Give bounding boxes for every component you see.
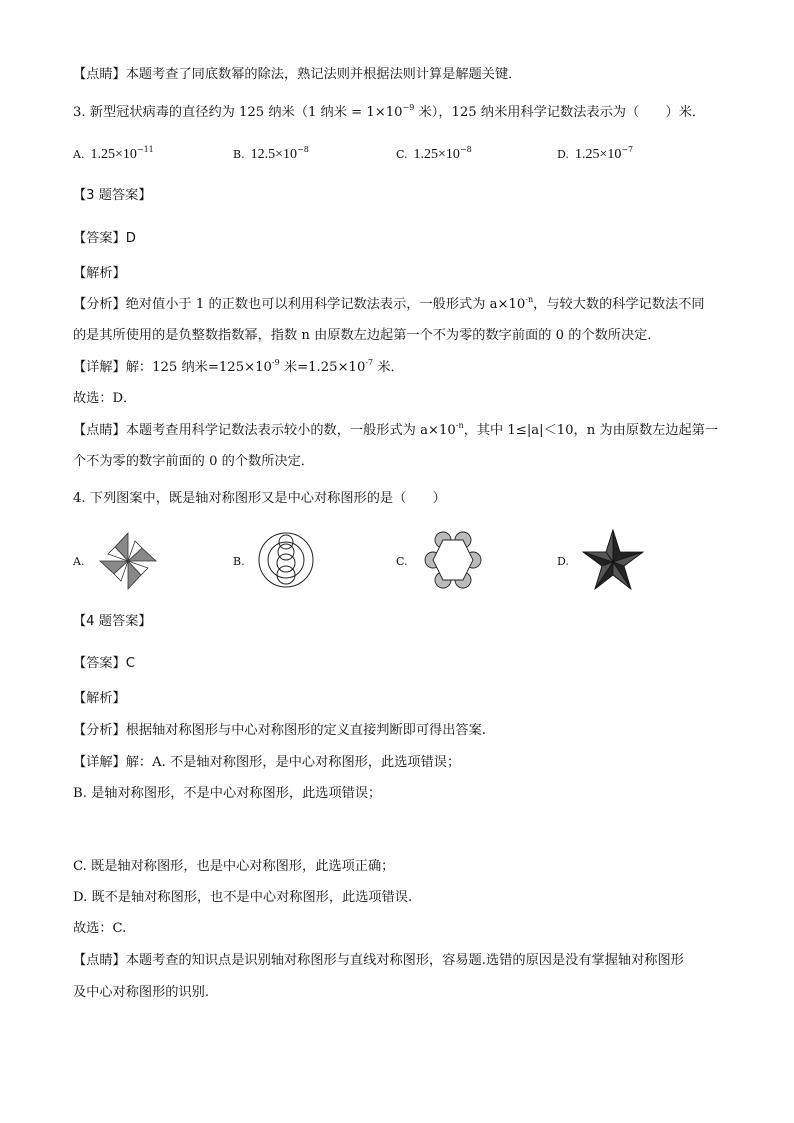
q3-xiangjie-c: 米．: [373, 360, 404, 375]
q3-fenxi-b: ，与较大数的科学记数法不同: [533, 297, 705, 312]
q3-dianjing-a: 【点睛】本题考查用科学记数法表示较小的数，一般形式为 a×10: [73, 423, 456, 438]
q3-guxuan: 故选：D．: [73, 391, 137, 406]
q4-option-b-explain: B. 是轴对称图形，不是中心对称图形，此选项错误；: [73, 786, 382, 801]
q3-xiangjie-exp1: -9: [271, 358, 280, 367]
q3-xiangjie-a: 【详解】解：125 纳米=125×10: [73, 360, 272, 375]
q3-option-b: [233, 145, 309, 165]
q4-xiangjie: 【详解】解：A. 不是轴对称图形，是中心对称图形，此选项错误；: [73, 755, 461, 770]
q4-answer: 【答案】C: [73, 656, 135, 671]
q3-dianjing-b: ，其中 1≤|a|＜10，n 为由原数左边起第一: [463, 423, 719, 438]
hexagon-flower-figure: [421, 530, 485, 590]
q4-dianjing: 【点睛】本题考查的知识点是识别轴对称图形与直线对称图形，容易题.选错的原因是没有掌握轴对称图形: [73, 953, 684, 968]
option-mantissa: 1.25×10: [413, 147, 460, 162]
q4-jiexi: 【解析】: [73, 691, 126, 706]
q3-stem-exp: −9: [402, 103, 415, 112]
q3-stem-a: 3. 新型冠状病毒的直径约为 125 纳米（1 纳米 = 1×10: [73, 105, 403, 120]
option-exponent: −8: [459, 145, 472, 154]
option-label: B.: [233, 148, 245, 161]
q3-stem: [73, 103, 705, 123]
q3-answer-heading: 【3 题答案】: [73, 188, 152, 203]
q3-fenxi-a: 【分析】绝对值小于 1 的正数也可以利用科学记数法表示，一般形式为 a×10: [73, 297, 526, 312]
option-label: A.: [73, 148, 85, 161]
q4-label-b: B.: [233, 555, 245, 568]
q3-stem-b: 米），125 纳米用科学记数法表示为（ ）米．: [414, 105, 706, 120]
q4-stem: 4. 下列图案中，既是轴对称图形又是中心对称图形的是（ ）: [73, 491, 446, 506]
q3-dianjing-exp: -n: [455, 421, 464, 430]
q3-xiangjie-b: 米=1.25×10: [279, 360, 366, 375]
pinwheel-figure: [93, 529, 163, 593]
q3-option-c: [396, 145, 472, 165]
q3-option-d: [557, 145, 633, 165]
option-exponent: −11: [136, 145, 154, 154]
q3-xiangjie-exp2: -7: [365, 358, 374, 367]
option-label: C.: [396, 148, 408, 161]
nested-circles-figure: [256, 530, 316, 590]
option-mantissa: 12.5×10: [250, 147, 297, 162]
q3-dianjing-line2: 个不为零的数字前面的 0 的个数所决定．: [73, 454, 314, 469]
q4-label-c: C.: [396, 555, 408, 568]
q3-jiexi: 【解析】: [73, 266, 126, 281]
option-exponent: −8: [297, 145, 309, 154]
option-mantissa: 1.25×10: [574, 147, 622, 162]
q4-dianjing-line2: 及中心对称图形的识别.: [73, 985, 210, 1000]
q3-fenxi-exp: -n: [525, 295, 534, 304]
option-mantissa: 1.25×10: [90, 147, 137, 162]
q4-label-a: A.: [73, 555, 85, 568]
q2-dianjing: 【点睛】本题考查了同底数幂的除法，熟记法则并根据法则计算是解题关键．: [73, 67, 522, 82]
option-label: D.: [557, 148, 569, 161]
q3-answer: 【答案】D: [73, 231, 136, 246]
q3-option-a: [73, 145, 154, 165]
q4-guxuan: 故选：C.: [73, 921, 127, 936]
q4-label-d: D.: [557, 555, 569, 568]
q4-answer-heading: 【4 题答案】: [73, 614, 152, 629]
q3-xiangjie: [73, 358, 404, 378]
q3-fenxi-line2: 的是其所使用的是负整数指数幂，指数 n 由原数左边起第一个不为零的数字前面的 0 的个数所决定．: [73, 328, 661, 343]
q4-fenxi: 【分析】根据轴对称图形与中心对称图形的定义直接判断即可得出答案.: [73, 723, 487, 738]
option-exponent: −7: [621, 145, 634, 154]
q3-dianjing: [73, 421, 718, 441]
q3-fenxi: [73, 295, 705, 315]
q4-option-c-explain: C. 既是轴对称图形，也是中心对称图形，此选项正确；: [73, 859, 395, 874]
star-figure: [580, 528, 646, 592]
q4-option-d-explain: D. 既不是轴对称图形，也不是中心对称图形，此选项错误.: [73, 890, 413, 905]
